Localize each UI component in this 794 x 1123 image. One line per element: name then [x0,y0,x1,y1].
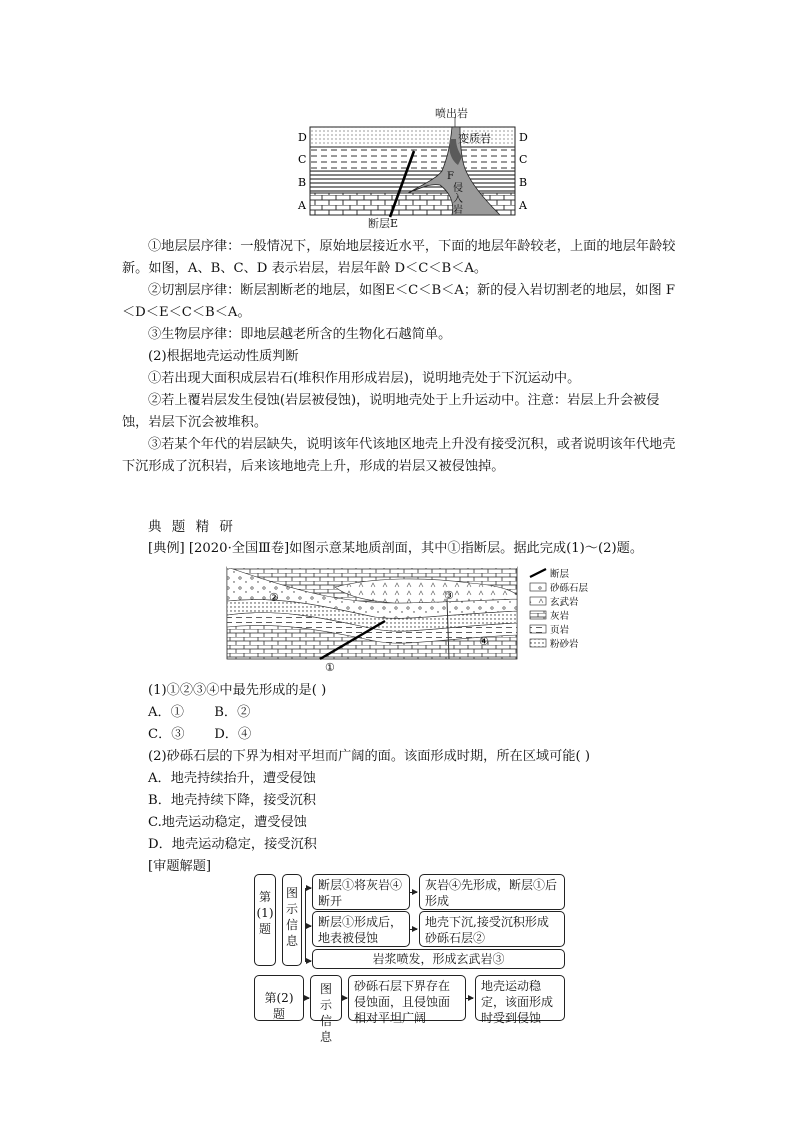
q1-row2-info: 断层①形成后，地表被侵蚀 [312,911,410,947]
info-char: 示 [285,902,298,916]
legend-limestone: 灰岩 [550,611,570,622]
label-A-right: A [519,199,527,212]
q1-label-char: 题 [258,922,271,936]
label-pentu: 喷出岩 [435,107,468,120]
q1-label-char: (1) [256,906,274,920]
q1-row1-info: 断层①将灰岩④断开 [312,874,410,910]
q2-info: 砂砾石层下界存在侵蚀面，且侵蚀面相对平坦广阔 [348,975,466,1021]
q1-row3: 岩浆喷发，形成玄武岩③ [312,949,565,969]
q1-info-box [282,874,302,966]
note-missing-layer: ③若某个年代的岩层缺失，说明该年代该地区地壳上升没有接受沉积，或者说明该年代地壳下沉形成了沉积岩，后来该地地壳上升，形成的岩层又被侵蚀掉。 [122,437,676,474]
q2-info-box [310,975,342,1044]
label-B-left: B [298,176,307,189]
marker-1: ① [325,661,335,674]
legend-basalt: 玄武岩 [550,597,579,608]
info-char: 图 [285,886,298,900]
label-bianzhi: 变质岩 [458,132,491,145]
label-F: F [447,171,454,182]
layer-B [310,171,515,193]
legend [530,568,589,650]
q2-option-a[interactable]: A．地壳持续抬升，遭受侵蚀 [148,771,316,786]
analysis-title: [审题解题] [148,859,212,874]
q1-row1-conclusion: 灰岩④先形成，断层①后形成 [419,874,565,910]
legend-fault: 断层 [550,569,570,580]
note-crust-heading: (2)根据地壳运动性质判断 [148,349,299,364]
stratigraphy-notes [122,236,677,478]
label-A-left: A [298,199,306,212]
q1-option-b[interactable]: B．② [214,705,251,720]
note-cross-cutting: ②切割层序律：断层割断老的地层，如图E＜C＜B＜A；新的侵入岩切割老的地层，如图 F＜D＜E＜C＜B＜A。 [122,283,676,320]
q1-stem: (1)①②③④中最先形成的是( ) [148,683,327,698]
note-subsidence: ①若出现大面积成层岩石(堆积作用形成岩层)，说明地壳处于下沉运动中。 [148,371,581,386]
note-fossil: ③生物层序律：即地层越老所含的生物化石越简单。 [148,327,452,342]
label-qin: 侵 [453,183,463,194]
q1-option-a[interactable]: A．① [148,705,184,720]
label-B-right: B [519,176,528,189]
info-char: 信 [285,918,298,932]
q1-options-row2 [148,723,251,742]
q1-options-row1 [148,701,250,720]
info2-char: 图示 [319,982,332,1012]
example-intro: [典例] [2020·全国Ⅲ卷]如图示意某地质剖面，其中①指断层。据此完成(1)～(2)题。 [148,541,644,556]
q1-label-box [254,874,276,966]
q2-option-d[interactable]: D．地壳运动稳定，接受沉积 [148,837,317,852]
layer-C [310,147,515,171]
legend-shale: 页岩 [550,625,570,636]
label-C-left: C [298,153,307,166]
label-D-left: D [298,131,307,144]
q2-conclusion: 地壳运动稳定，该面形成时受到侵蚀 [475,975,565,1021]
q1-option-c[interactable]: C．③ [148,727,185,742]
geologic-profile-figure [225,565,620,675]
q2-option-c[interactable]: C.地壳运动稳定，遭受侵蚀 [148,815,307,830]
q1-label-char: 第 [258,890,271,904]
label-C-right: C [519,153,528,166]
strata-diagram [290,105,535,230]
info-char: 息 [285,934,298,948]
marker-3: ③ [444,589,454,602]
q1-option-d[interactable]: D．④ [214,727,252,742]
label-yan: 岩 [453,205,463,216]
info2-char: 信息 [319,1014,332,1044]
note-uplift: ②若上覆岩层发生侵蚀(岩层被侵蚀)，说明地壳处于上升运动中。注意：岩层上升会被侵蚀，岩层下沉会被堆积。 [122,393,660,430]
marker-4: ④ [479,635,489,648]
legend-gravel: 砂砾石层 [550,583,589,594]
q2-stem: (2)砂砾石层的下界为相对平坦而广阔的面。该面形成时期，所在区域可能( ) [148,749,590,764]
legend-siltstone: 粉砂岩 [550,639,579,650]
label-D-right: D [519,131,528,144]
note-superposition: ①地层层序律：一般情况下，原始地层接近水平，下面的地层年龄较老，上面的地层年龄较新。如图，A、B、C、D 表示岩层，岩层年龄 D＜C＜B＜A。 [122,239,676,276]
q1-row2-conclusion: 地壳下沉,接受沉积形成砂砾石层② [419,911,565,947]
label-ru: 入 [453,194,463,205]
q2-label-box: 第(2)题 [254,975,304,1021]
label-fault-E: 断层E [368,217,399,230]
q2-option-b[interactable]: B．地壳持续下降，接受沉积 [148,793,316,808]
marker-2: ② [269,591,279,604]
section-title: 典 题 精 研 [148,519,236,535]
